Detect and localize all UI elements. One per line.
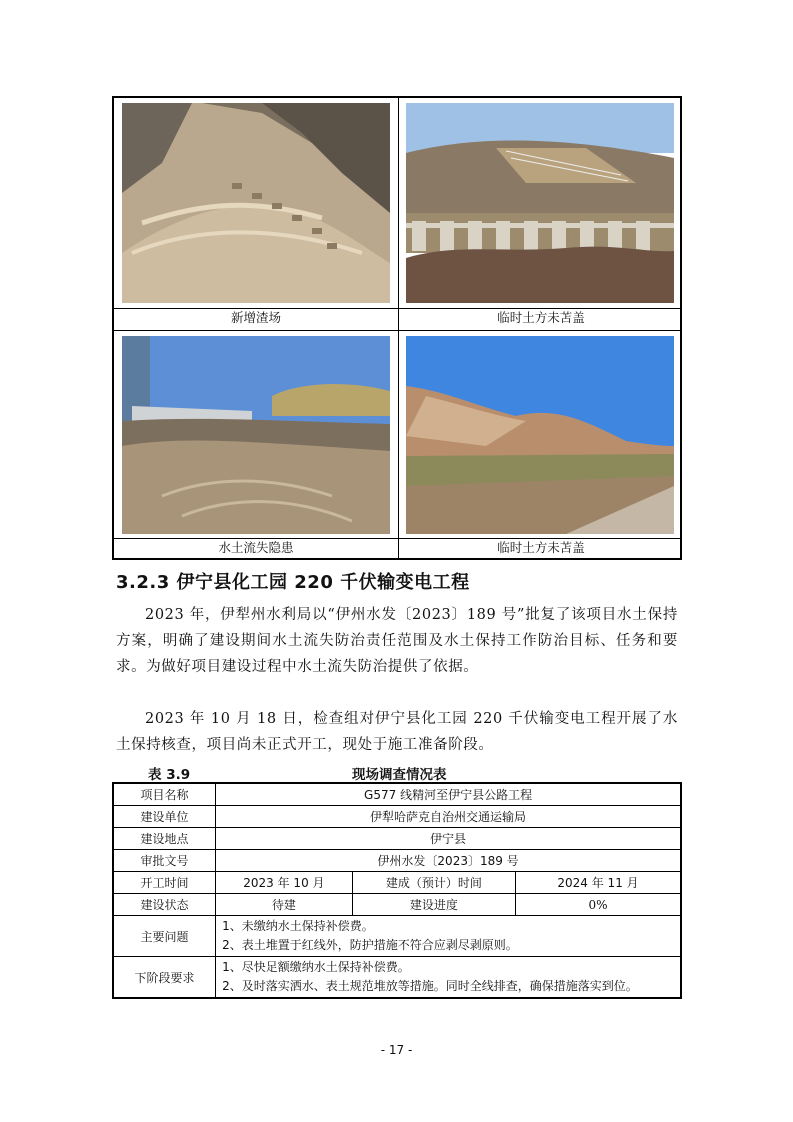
- photo-erosion-hazard: [122, 336, 390, 534]
- complete-time-value: 2024 年 11 月: [516, 872, 681, 894]
- status-value: 待建: [216, 894, 353, 916]
- row-label-approval: 审批文号: [113, 850, 216, 872]
- site-survey-table: [112, 782, 682, 999]
- table-row: [113, 850, 681, 872]
- row-label-project-name: 项目名称: [113, 783, 216, 806]
- paragraph-approval: 2023 年，伊犁州水利局以“伊州水发〔2023〕189 号”批复了该项目水土保持方案，明确了建设期间水土流失防治责任范围及水土保持工作防治目标、任务和要求。为做好项目建设过程中水土流失防治提供了依据。: [116, 607, 678, 675]
- table-row: [113, 957, 681, 999]
- issue-item: 1、未缴纳水土保持补偿费。: [222, 919, 374, 933]
- table-row: [113, 872, 681, 894]
- requirement-item: 1、尽快足额缴纳水土保持补偿费。: [222, 960, 410, 974]
- progress-label: 建设进度: [352, 894, 515, 916]
- complete-time-label: 建成（预计）时间: [352, 872, 515, 894]
- table-row: [113, 828, 681, 850]
- photo-caption-1: 新增渣场: [230, 310, 281, 325]
- progress-value: 0%: [516, 894, 681, 916]
- photo-uncovered-soil-1: [406, 103, 674, 303]
- approval-value: 伊州水发〔2023〕189 号: [216, 850, 681, 872]
- start-time-value: 2023 年 10 月: [216, 872, 353, 894]
- table-title: 现场调查情况表: [352, 767, 447, 783]
- paragraph-inspection: 2023 年 10 月 18 日，检查组对伊宁县化工园 220 千伏输变电工程开展了水土保持核查，项目尚未正式开工，现处于施工准备阶段。: [116, 711, 678, 753]
- row-label-requirements: 下阶段要求: [113, 957, 216, 999]
- requirements-cell: [216, 957, 681, 999]
- project-name-value: G577 线精河至伊宁县公路工程: [216, 783, 681, 806]
- row-label-status: 建设状态: [113, 894, 216, 916]
- builder-value: 伊犁哈萨克自治州交通运输局: [216, 806, 681, 828]
- photo-caption-3: 水土流失隐患: [218, 540, 294, 555]
- table-row: [113, 783, 681, 806]
- photo-grid: [112, 96, 682, 560]
- table-row: [113, 806, 681, 828]
- page-number: - 17 -: [380, 1043, 413, 1057]
- row-label-issues: 主要问题: [113, 916, 216, 957]
- row-label-builder: 建设单位: [113, 806, 216, 828]
- table-number: 表 3.9: [148, 767, 191, 783]
- photo-uncovered-soil-2: [406, 336, 674, 534]
- issue-item: 2、表土堆置于红线外，防护措施不符合应剥尽剥原则。: [222, 938, 518, 952]
- issues-cell: [216, 916, 681, 957]
- table-row: [113, 916, 681, 957]
- row-label-location: 建设地点: [113, 828, 216, 850]
- photo-new-slag-dump: [122, 103, 390, 303]
- photo-caption-4: 临时土方未苫盖: [497, 540, 585, 555]
- row-label-start-time: 开工时间: [113, 872, 216, 894]
- location-value: 伊宁县: [216, 828, 681, 850]
- table-row: [113, 894, 681, 916]
- requirement-item: 2、及时落实洒水、表土规范堆放等措施。同时全线排查，确保措施落实到位。: [222, 979, 638, 993]
- photo-caption-2: 临时土方未苫盖: [497, 310, 585, 325]
- section-title: 3.2.3 伊宁县化工园 220 千伏输变电工程: [116, 572, 470, 593]
